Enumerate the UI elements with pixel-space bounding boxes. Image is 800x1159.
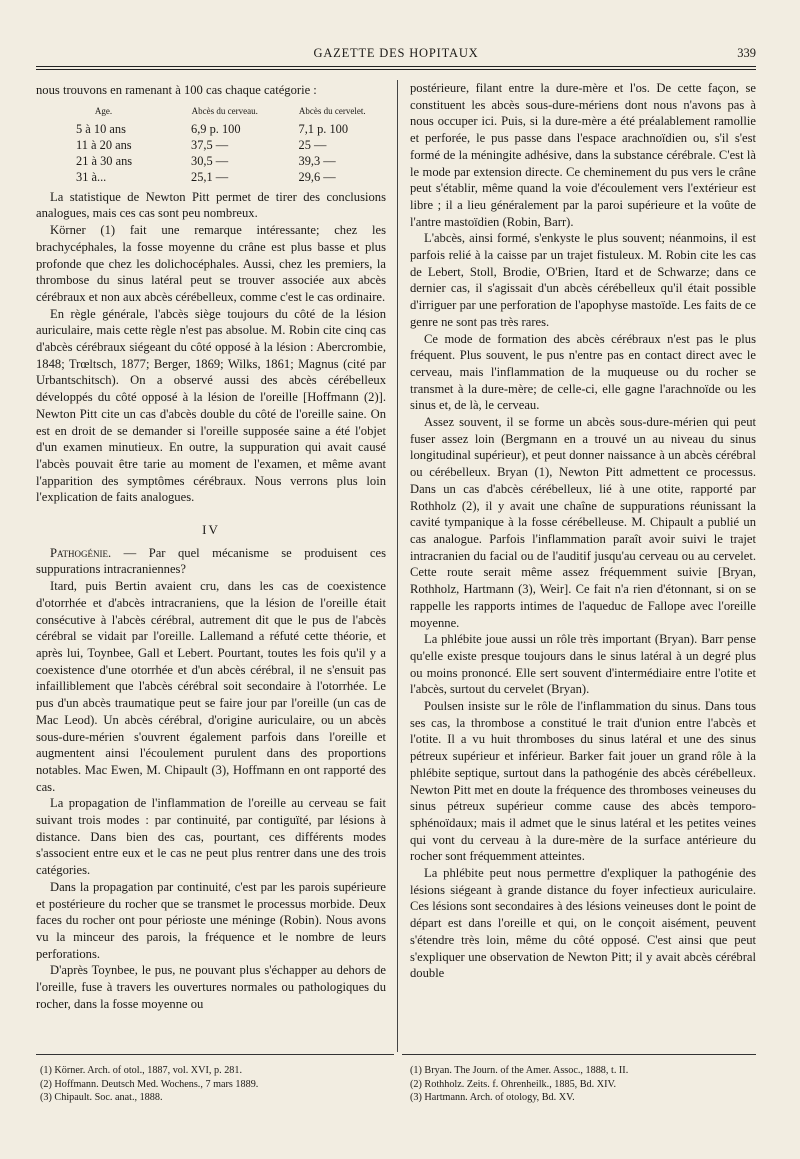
- paragraph: Assez souvent, il se forme un abcès sous-dure-mérien qui peut fuser assez loin (Bergmann en a trouvé un au niveau du sinus longitudinal supérieur), et peut donner naissance à un abcès cérébral ou cérébelleux. Bryan (1), Newton Pitt admettent ce processus. Dans un cas d'abcès cérébelleux, lié à une otite, rapporté par Rothholz (2), il y avait une chaîne de suppurations réunissant la cavité tympanique à la fosse cérébelleuse. M. Chipault a publié un cas analogue. Parfois l'inflammation paraît avoir suivi le trajet intracranien du facial ou de l'auditif jusqu'au cerveau ou au cervelet. Cette route serait même assez fréquemment suivie [Bryan, Rothholz, Hartmann (3), Weir]. Ce fait n'a rien d'étonnant, si on se rappelle les rapports intimes de l'aqueduc de Fallope avec l'oreille moyenne.: [410, 415, 756, 630]
- header-rule-thin: [36, 69, 756, 70]
- column-divider: [397, 80, 398, 1052]
- table-cell-cervelet: 39,3 —: [298, 153, 336, 168]
- paragraph: La propagation de l'inflammation de l'oreille au cerveau se fait suivant trois modes : par continuité, par contiguïté, par lésions à distance. Dans bien des cas, pourtant, ces différents modes s'associent entre eux et le cas ne peut plus rentrer dans une des trois catégories.: [36, 796, 386, 878]
- column-header-cerveau: Abcès du cerveau.: [191, 105, 258, 116]
- table-row: [36, 169, 386, 185]
- paragraph: La phlébite joue aussi un rôle très important (Bryan). Barr pense qu'elle existe presque toujours dans le sinus latéral à un degré plus ou moins prononcé. Elle sert souvent d'intermédiaire entre l'otite et l'abcès, surtout du cervelet (Bryan).: [410, 632, 756, 697]
- paragraph: L'abcès, ainsi formé, s'enkyste le plus souvent; néanmoins, il est parfois relié à la caisse par un trajet fistuleux. M. Robin cite les cas de Lebert, Stoll, Brodie, O'Brien, Itard et de Schwarze; dans ce dernier cas, il s'agissait d'un abcès cérébelleux qu'il était possible d'irriguer par une perforation de l'apophyse mastoïde. Les faits de ce genre ne sont pas très rares.: [410, 231, 756, 329]
- page-header: [36, 46, 756, 66]
- pathogenie-paragraph: [36, 545, 386, 578]
- paragraph: Itard, puis Bertin avaient cru, dans les cas de coexistence d'otorrhée et d'abcès intracraniens, que la lésion de l'oreille était consécutive à l'abcès cérébral, autrement dit que le pus de l'abcès cérébral se vidait par l'oreille. Lallemand a réfuté cette théorie, et après lui, Toynbee, Gall et Lebert. Pourtant, toutes les fois qu'il y a coexistence d'une otorrhée et d'un abcès cérébral, il ne s'ensuit pas infailliblement que l'abcès cérébral soit secondaire à l'otorrhée. Le pus d'un abcès traumatique peut se faire jour par l'oreille (un cas de Mac Leod). Un abcès cérébral, d'origine auriculaire, ou un abcès sous-dure-mérien s'ouvrent également parfois dans l'oreille et augmentent ainsi l'écoulement purulent dans des proportions notables. Mac Ewen, M. Chipault (3), Hoffmann en ont rapporté des cas.: [36, 579, 386, 794]
- table-row: [36, 121, 386, 137]
- footnotes-right: [410, 1064, 750, 1105]
- paragraph: Körner (1) fait une remarque intéressante; chez les brachycéphales, la fosse moyenne du crâne est plus basse et plus profonde que chez les dolichocéphales. Aussi, chez les premiers, la thrombose du sinus latéral peut se trouver associée aux abcès cérébraux et non aux abcès cérébelleux, comme c'est le cas ordinaire.: [36, 223, 386, 304]
- paragraph: La statistique de Newton Pitt permet de tirer des conclusions analogues, mais ces cas sont peu nombreux.: [36, 189, 386, 221]
- footnote: (1) Bryan. The Journ. of the Amer. Assoc., 1888, t. II.: [410, 1065, 629, 1076]
- intro-line: nous trouvons en ramenant à 100 cas chaque catégorie :: [36, 83, 317, 97]
- table-cell-cervelet: 25 —: [298, 137, 327, 152]
- pathogenie-label: Pathogénie.: [50, 545, 112, 560]
- paragraph: Poulsen insiste sur le rôle de l'inflammation du sinus. Dans tous ses cas, la thrombose a constitué le trait d'union entre l'abcès et l'otite. Il a vu huit thromboses du sinus latéral et une des sinus pétreux supérieur et inférieur. Barker fait jouer un grand rôle à la phlébite septique, surtout dans la pathogénie des abcès cérébelleux. Newton Pitt met en doute la fréquence des thromboses veineuses du sinus pétreux supérieur comme cause des abcès temporo-sphénoïdaux; mais il admet que le sinus latéral et les petites veines qui vont du cerveau à la dure-mère de la surface antérieure du rocher sont fréquemment atteintes.: [410, 699, 756, 864]
- table-cell-age: 31 à...: [76, 169, 107, 184]
- left-column: [36, 82, 386, 1012]
- paragraph: Ce mode de formation des abcès cérébraux n'est pas le plus fréquent. Plus souvent, le pus n'entre pas en contact direct avec le cerveau, mais l'inflammation de la muqueuse ou du rocher se transmet à la dure-mère; de celle-ci, elle gagne l'arachnoïde ou les sinus et, de là, le cerveau.: [410, 331, 756, 413]
- footnotes-left: [40, 1064, 380, 1105]
- footnote: (2) Hoffmann. Deutsch Med. Wochens., 7 mars 1889.: [40, 1078, 259, 1090]
- table-cell-cerveau: 6,9 p. 100: [191, 121, 241, 136]
- footnote: (1) Körner. Arch. of otol., 1887, vol. XVI, p. 281.: [40, 1065, 243, 1076]
- paragraph: En règle générale, l'abcès siège toujours du côté de la lésion auriculaire, mais cette règle n'est pas absolue. M. Robin cite cinq cas d'abcès cérébraux siégeant du côté opposé à la lésion : Abercrombie, 1848; Trœltsch, 1877; Berger, 1869; Wilks, 1861; Magnus (cité par Urbantschitsch). On a observé aussi des abcès cérébelleux développés du côté opposé à la lésion de l'oreille [Hoffmann (2)]. Newton Pitt cite un cas d'abcès double du côté de l'oreille saine. On est en droit de se demander si l'oreille supposée saine a été l'objet d'un examen minutieux. En outre, la suppuration qui avait causé l'abcès pouvait être tarie au moment de l'examen, et même avant l'apparition des symptômes cérébraux. Nous verrons plus loin l'explication de faits analogues.: [36, 306, 386, 505]
- table-cell-cerveau: 37,5 —: [191, 137, 229, 152]
- table-row: [36, 153, 386, 169]
- table-cell-age: 11 à 20 ans: [76, 137, 132, 152]
- footnote-rule-left: [36, 1054, 394, 1055]
- table-row: [36, 137, 386, 153]
- right-column: [410, 80, 756, 982]
- page-number: 339: [737, 46, 756, 60]
- section-heading-iv: IV: [202, 522, 220, 538]
- footnote: (3) Chipault. Soc. anat., 1888.: [40, 1092, 163, 1103]
- column-header-cervelet: Abcès du cervelet.: [298, 105, 366, 116]
- paragraph: D'après Toynbee, le pus, ne pouvant plus s'échapper au dehors de l'oreille, fuse à travers les ouvertures normales ou pathologiques du rocher, dans la fosse moyenne ou: [36, 963, 386, 1011]
- paragraph: Dans la propagation par continuité, c'est par les parois supérieure et postérieure du rocher que se transmet le processus morbide. Deux faces du rocher ont pour périoste une méninge (Robin). Nous avons vu la minceur des parois, la fréquence et le nombre de leurs perforations.: [36, 879, 386, 961]
- age-statistics-table: [36, 103, 386, 185]
- table-header-row: [36, 103, 386, 121]
- footnote: (2) Rothholz. Zeits. f. Ohrenheilk., 1885, Bd. XIV.: [410, 1078, 617, 1090]
- column-header-age: Age.: [94, 105, 113, 116]
- table-cell-cervelet: 7,1 p. 100: [298, 121, 349, 136]
- paragraph: postérieure, filant entre la dure-mère et l'os. De cette façon, se constituent les abcès sous-dure-mériens dont nous n'avons pas à nous occuper ici. Puis, si la dure-mère a été préalablement ramollie et perforée, le pus passe dans l'espace arachnoïdien ou, s'il s'est formé de la méningite adhésive, dans la substance cérébrale. C'est là le mode par extension directe. Ce cheminement du pus vers le crâne peut s'établir, même quand la voie d'écoulement vers l'extérieur est libre ; il a lieu généralement par la paroi supérieure et la voûte de l'antre mastoïdien (Robin, Barr).: [410, 81, 756, 229]
- table-cell-cerveau: 25,1 —: [191, 169, 229, 184]
- paragraph: La phlébite peut nous permettre d'expliquer la pathogénie des lésions siégeant à grande distance du foyer infectieux auriculaire. Ces lésions sont secondaires à des lésions veineuses dont le point de départ est dans l'oreille et qui, on le conçoit aisément, peuvent s'étendre très loin, même du côté opposé. C'est ainsi que peut s'expliquer une observation de Newton Pitt; il y avait abcès cérébral double: [410, 866, 756, 981]
- pathogenie-question: — Par quel mécanisme se produisent ces suppurations intracraniennes?: [36, 545, 386, 577]
- footnote: (3) Hartmann. Arch. of otology, Bd. XV.: [410, 1092, 575, 1103]
- table-cell-age: 5 à 10 ans: [76, 121, 126, 136]
- header-rule: [36, 66, 756, 67]
- table-cell-cervelet: 29,6 —: [298, 169, 336, 184]
- table-cell-cerveau: 30,5 —: [191, 153, 229, 168]
- footnote-rule-right: [402, 1054, 756, 1055]
- journal-title: GAZETTE DES HOPITAUX: [313, 46, 479, 60]
- table-cell-age: 21 à 30 ans: [76, 153, 133, 168]
